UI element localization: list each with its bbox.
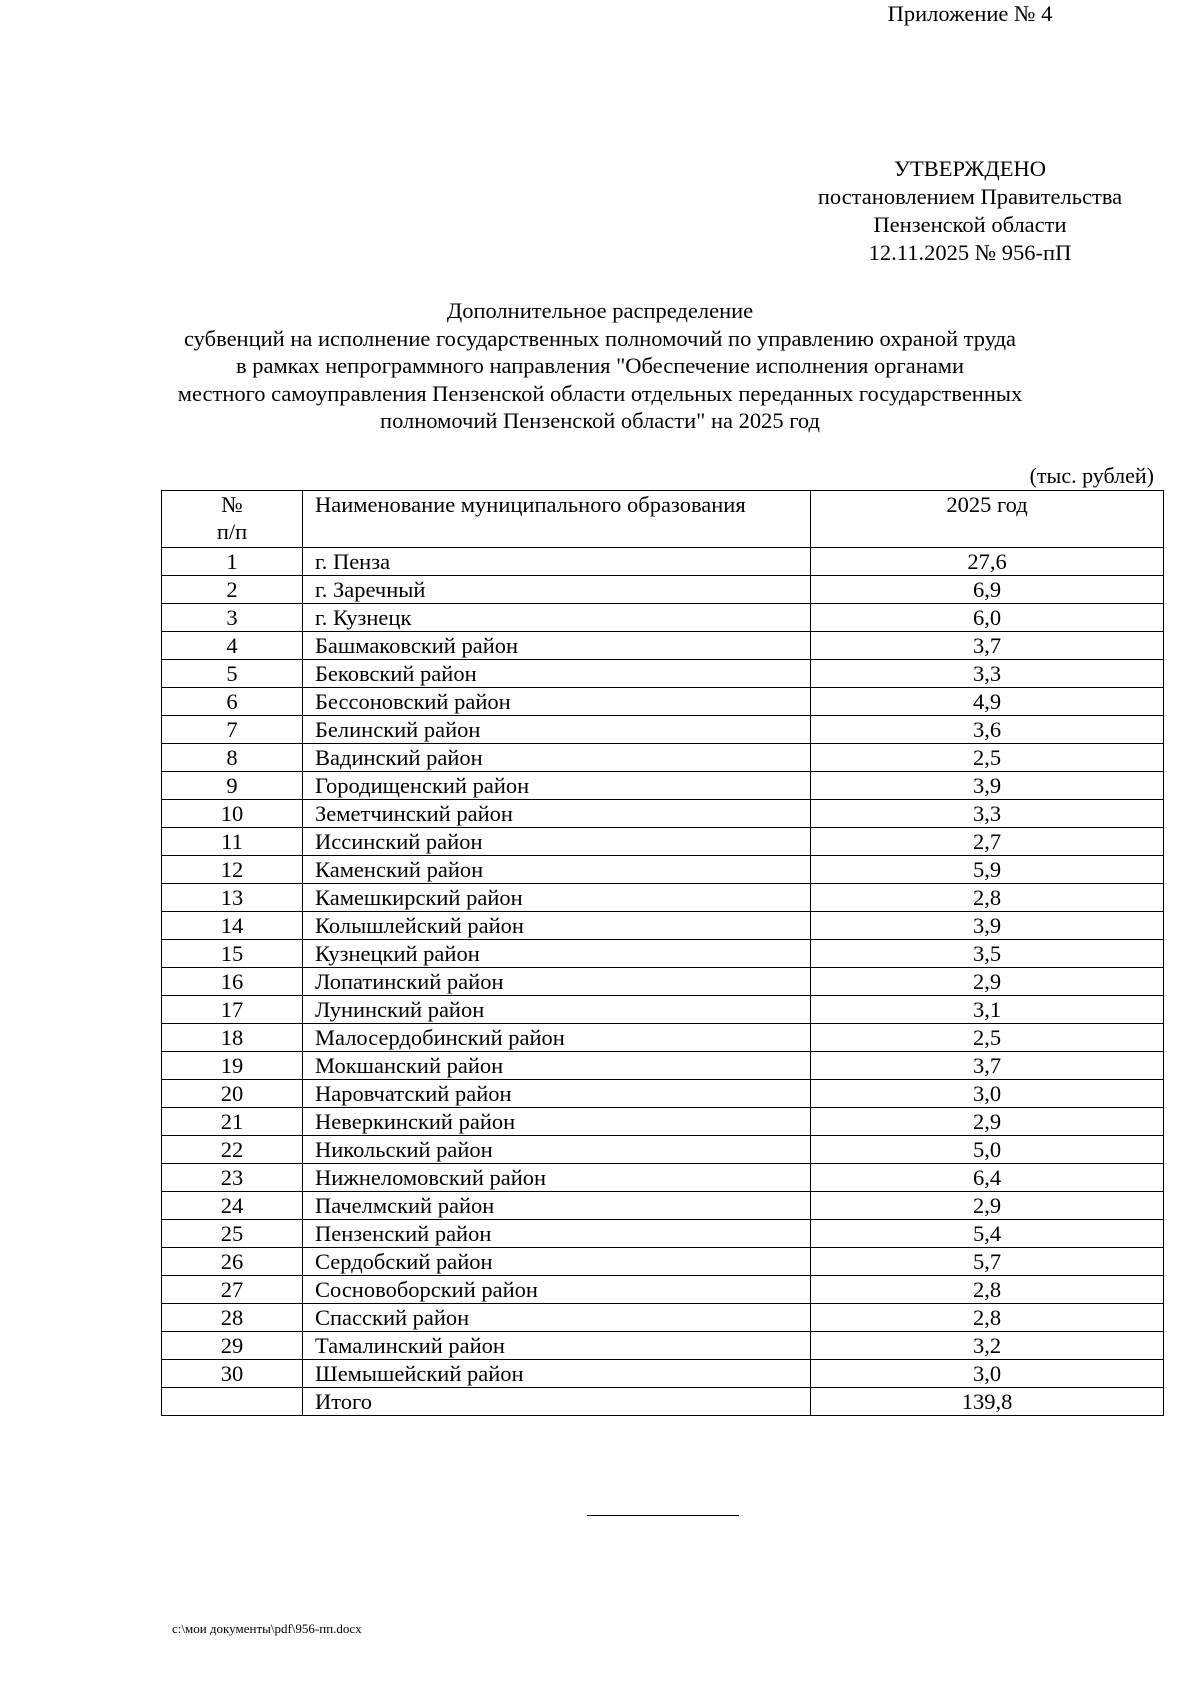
document-title xyxy=(160,297,1040,435)
title-line-5: полномочий Пензенской области" на 2025 год xyxy=(380,408,820,433)
row-name: Иссинский район xyxy=(303,828,811,856)
table-row xyxy=(162,604,1164,632)
row-number: 17 xyxy=(162,996,303,1024)
table-row xyxy=(162,800,1164,828)
row-name: Городищенский район xyxy=(303,772,811,800)
row-name: Пензенский район xyxy=(303,1220,811,1248)
row-number: 21 xyxy=(162,1108,303,1136)
row-name: Пачелмский район xyxy=(303,1192,811,1220)
title-line-4: местного самоуправления Пензенской области отдельных переданных государственных xyxy=(177,380,1023,406)
row-number: 1 xyxy=(162,548,303,576)
row-number: 12 xyxy=(162,856,303,884)
row-number: 7 xyxy=(162,716,303,744)
row-name: Нижнеломовский район xyxy=(303,1164,811,1192)
row-value: 6,4 xyxy=(811,1164,1164,1192)
row-name: Вадинский район xyxy=(303,744,811,772)
row-name: Бековский район xyxy=(303,660,811,688)
row-number: 10 xyxy=(162,800,303,828)
row-number: 5 xyxy=(162,660,303,688)
table-row xyxy=(162,1220,1164,1248)
table-row xyxy=(162,576,1164,604)
table-row xyxy=(162,1248,1164,1276)
row-name: Никольский район xyxy=(303,1136,811,1164)
row-name: г. Кузнецк xyxy=(303,604,811,632)
row-number: 24 xyxy=(162,1192,303,1220)
table-row xyxy=(162,884,1164,912)
row-value: 6,9 xyxy=(811,576,1164,604)
row-number: 27 xyxy=(162,1276,303,1304)
row-name: Тамалинский район xyxy=(303,1332,811,1360)
header-number-line2: п/п xyxy=(216,519,248,544)
row-value: 2,9 xyxy=(811,968,1164,996)
approval-block xyxy=(780,155,1160,267)
row-number: 26 xyxy=(162,1248,303,1276)
row-value: 3,5 xyxy=(811,940,1164,968)
approved-label: УТВЕРЖДЕНО xyxy=(894,156,1046,181)
row-number: 19 xyxy=(162,1052,303,1080)
row-name: Земетчинский район xyxy=(303,800,811,828)
row-name: Бессоновский район xyxy=(303,688,811,716)
table-row xyxy=(162,1108,1164,1136)
table-row xyxy=(162,660,1164,688)
approved-by-line1: постановлением Правительства xyxy=(817,184,1123,209)
table-row xyxy=(162,1024,1164,1052)
end-rule xyxy=(587,1515,739,1516)
appendix-label: Приложение № 4 xyxy=(887,1,1053,26)
row-name: Сердобский район xyxy=(303,1248,811,1276)
approved-by-line2: Пензенской области xyxy=(873,212,1067,237)
row-name: Камешкирский район xyxy=(303,884,811,912)
row-value: 5,7 xyxy=(811,1248,1164,1276)
row-number xyxy=(162,1388,303,1416)
table-header-row xyxy=(162,491,1164,548)
row-name: Наровчатский район xyxy=(303,1080,811,1108)
table-total-row xyxy=(162,1388,1164,1416)
row-value: 3,3 xyxy=(811,800,1164,828)
row-value: 3,6 xyxy=(811,716,1164,744)
row-number: 22 xyxy=(162,1136,303,1164)
row-name: Сосновоборский район xyxy=(303,1276,811,1304)
row-value: 2,9 xyxy=(811,1192,1164,1220)
table-row xyxy=(162,1136,1164,1164)
row-number: 25 xyxy=(162,1220,303,1248)
table-row xyxy=(162,1052,1164,1080)
units-label: (тыс. рублей) xyxy=(1029,463,1154,488)
table-row xyxy=(162,1164,1164,1192)
row-number: 11 xyxy=(162,828,303,856)
row-number: 3 xyxy=(162,604,303,632)
row-value: 5,0 xyxy=(811,1136,1164,1164)
row-number: 16 xyxy=(162,968,303,996)
table-row xyxy=(162,744,1164,772)
title-line-3: в рамках непрограммного направления "Обеспечение исполнения органами xyxy=(235,353,965,378)
table-row xyxy=(162,828,1164,856)
row-number: 15 xyxy=(162,940,303,968)
row-number: 29 xyxy=(162,1332,303,1360)
row-number: 4 xyxy=(162,632,303,660)
row-number: 28 xyxy=(162,1304,303,1332)
row-number: 9 xyxy=(162,772,303,800)
row-value: 5,9 xyxy=(811,856,1164,884)
header-name: Наименование муниципального образования xyxy=(303,491,811,548)
row-value: 3,0 xyxy=(811,1080,1164,1108)
header-value: 2025 год xyxy=(811,491,1164,548)
approval-date-number: 12.11.2025 № 956-пП xyxy=(868,240,1072,265)
row-name: Лопатинский район xyxy=(303,968,811,996)
row-value: 2,8 xyxy=(811,884,1164,912)
header-number-line1: № xyxy=(221,492,243,517)
row-value: 2,8 xyxy=(811,1304,1164,1332)
row-number: 13 xyxy=(162,884,303,912)
table-row xyxy=(162,1360,1164,1388)
table-row xyxy=(162,1276,1164,1304)
row-value: 2,9 xyxy=(811,1108,1164,1136)
table-row xyxy=(162,688,1164,716)
table-row xyxy=(162,996,1164,1024)
row-name: Мокшанский район xyxy=(303,1052,811,1080)
row-number: 23 xyxy=(162,1164,303,1192)
row-name: Неверкинский район xyxy=(303,1108,811,1136)
row-value: 3,9 xyxy=(811,772,1164,800)
row-value: 3,9 xyxy=(811,912,1164,940)
row-value: 6,0 xyxy=(811,604,1164,632)
row-value: 3,7 xyxy=(811,632,1164,660)
row-name: Кузнецкий район xyxy=(303,940,811,968)
table-row xyxy=(162,632,1164,660)
row-value: 5,4 xyxy=(811,1220,1164,1248)
row-value: 3,7 xyxy=(811,1052,1164,1080)
footer-file-path: c:\мои документы\pdf\956-пп.docx xyxy=(172,1621,362,1636)
table-body xyxy=(162,548,1164,1416)
row-name: Колышлейский район xyxy=(303,912,811,940)
header-number xyxy=(162,491,303,548)
row-number: 30 xyxy=(162,1360,303,1388)
table-row xyxy=(162,1332,1164,1360)
title-line-1: Дополнительное распределение xyxy=(446,298,754,323)
row-value: 3,0 xyxy=(811,1360,1164,1388)
table-row xyxy=(162,940,1164,968)
row-number: 18 xyxy=(162,1024,303,1052)
row-name: г. Пенза xyxy=(303,548,811,576)
table-row xyxy=(162,1192,1164,1220)
table-row xyxy=(162,912,1164,940)
row-name: Белинский район xyxy=(303,716,811,744)
table-row xyxy=(162,1304,1164,1332)
table-row xyxy=(162,716,1164,744)
title-line-2: субвенций на исполнение государственных полномочий по управлению охраной труда xyxy=(183,325,1017,351)
row-value: 3,2 xyxy=(811,1332,1164,1360)
row-value: 2,7 xyxy=(811,828,1164,856)
table-row xyxy=(162,548,1164,576)
row-number: 8 xyxy=(162,744,303,772)
row-name: Лунинский район xyxy=(303,996,811,1024)
row-number: 20 xyxy=(162,1080,303,1108)
row-name: Итого xyxy=(303,1388,811,1416)
row-value: 2,5 xyxy=(811,1024,1164,1052)
row-value: 2,8 xyxy=(811,1276,1164,1304)
row-value: 3,1 xyxy=(811,996,1164,1024)
table-row xyxy=(162,1080,1164,1108)
distribution-table xyxy=(161,490,1164,1416)
row-value: 2,5 xyxy=(811,744,1164,772)
row-name: Башмаковский район xyxy=(303,632,811,660)
table-row xyxy=(162,856,1164,884)
table-row xyxy=(162,968,1164,996)
row-name: Спасский район xyxy=(303,1304,811,1332)
row-value: 27,6 xyxy=(811,548,1164,576)
row-number: 14 xyxy=(162,912,303,940)
row-name: Каменский район xyxy=(303,856,811,884)
row-name: Малосердобинский район xyxy=(303,1024,811,1052)
row-name: г. Заречный xyxy=(303,576,811,604)
row-number: 6 xyxy=(162,688,303,716)
table-row xyxy=(162,772,1164,800)
row-number: 2 xyxy=(162,576,303,604)
row-value: 4,9 xyxy=(811,688,1164,716)
row-value: 139,8 xyxy=(811,1388,1164,1416)
row-name: Шемышейский район xyxy=(303,1360,811,1388)
row-value: 3,3 xyxy=(811,660,1164,688)
